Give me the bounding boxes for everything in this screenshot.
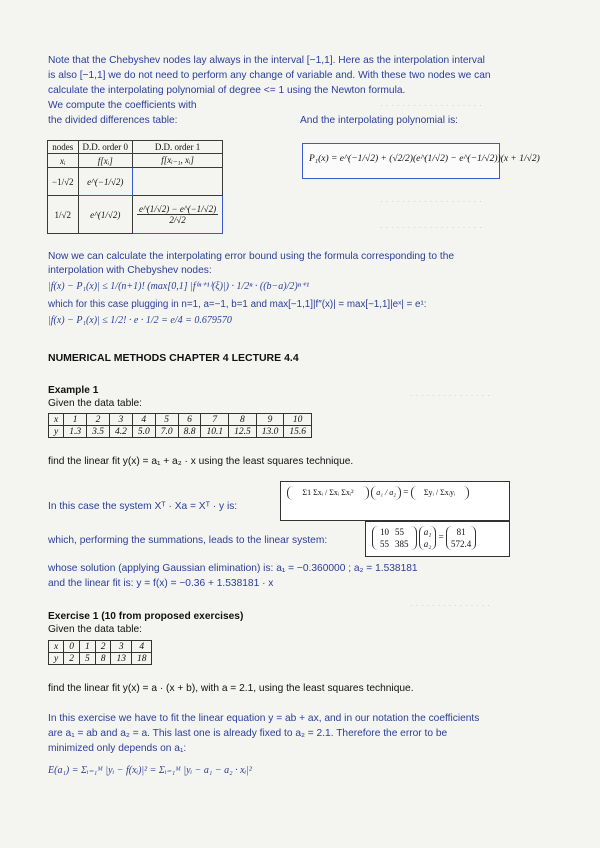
system-matrix <box>372 526 417 550</box>
normal-equations: Σ1 Σxᵢ / Σxᵢ Σxᵢ² a₁ / a₂ = Σyᵢ / Σxᵢyᵢ <box>287 486 469 500</box>
linear-system: 10 55 55 385 a₁ a₂ = 81 572.4 <box>372 526 476 550</box>
table-cell: 5 <box>79 653 95 665</box>
matrix-entry: 385 <box>395 539 409 549</box>
table-cell: 10 <box>284 414 312 426</box>
table-cell: 1 <box>79 641 95 653</box>
table-cell: 4 <box>131 641 152 653</box>
table-cell <box>133 196 223 234</box>
table-cell: 12.5 <box>229 426 257 438</box>
example-data-table <box>48 413 312 438</box>
paragraph-line: which for this case plugging in n=1, a=−1, b=1 and max[−1,1]|f″(x)| = max[−1,1]|eˣ| = e¹: <box>48 299 427 310</box>
system-description: In this case the system Xᵀ · Xa = Xᵀ · y is: <box>48 501 238 512</box>
bleed-through: · · · · · · · · · · · · · · · <box>410 390 490 400</box>
paragraph-line: the divided differences table: <box>48 115 178 126</box>
polynomial-formula: P₁(x) = e^(−1/√2) + (√2/2)(e^(1/√2) − e^(−1/√2))(x + 1/√2) <box>309 154 540 164</box>
table-cell: y <box>49 653 64 665</box>
table-cell: 7 <box>201 414 229 426</box>
paragraph-line: Now we can calculate the interpolating error bound using the formula corresponding to the <box>48 251 455 262</box>
table-cell: 13 <box>111 653 132 665</box>
paragraph-line: interpolation with Chebyshev nodes: <box>48 265 212 276</box>
linear-system-description: which, performing the summations, leads to the linear system: <box>48 535 328 546</box>
paragraph-line: minimized only depends on a₁: <box>48 743 187 754</box>
table-row <box>49 414 312 426</box>
table-cell: 1/√2 <box>48 196 79 234</box>
coefficient-vector: a₁ / a₂ <box>371 486 401 500</box>
exercise-find: find the linear fit y(x) = a · (x + b), with a = 2.1, using the least squares technique. <box>48 683 414 694</box>
table-cell: 8.8 <box>178 426 201 438</box>
vector-entry: a₂ <box>423 539 432 549</box>
sum-matrix: Σ1 Σxᵢ / Σxᵢ Σxᵢ² <box>287 486 369 500</box>
paragraph-line: We compute the coefficients with <box>48 100 197 111</box>
table-cell: x <box>49 414 64 426</box>
table-header: nodes <box>48 141 79 154</box>
table-cell: e^(1/√2) <box>78 196 133 234</box>
sum-vector: Σyᵢ / Σxᵢyᵢ <box>411 486 469 500</box>
error-bound-value: |f(x) − P₁(x)| ≤ 1/2! · e · 1/2 = e/4 = 0.679570 <box>48 315 232 326</box>
vector-entry: 81 <box>456 527 466 537</box>
table-cell: 2 <box>87 414 110 426</box>
paragraph-line: And the interpolating polynomial is: <box>300 115 459 126</box>
table-subheader: f[xᵢ₋₁, xᵢ] <box>133 154 223 168</box>
table-cell: 6 <box>178 414 201 426</box>
table-header: D.D. order 1 <box>133 141 223 154</box>
paragraph-line: is also [−1,1] we do not need to perform any change of variable and. With these two nodes we can <box>48 70 491 81</box>
error-bound-formula: |f(x) − P₁(x)| ≤ 1/(n+1)! (max[0,1] |f⁽ⁿ⁺¹⁾(ξ)|) · 1/2ⁿ · ((b−a)/2)ⁿ⁺¹ <box>48 281 310 292</box>
table-cell: 15.6 <box>284 426 312 438</box>
matrix-entry: 55 <box>380 539 389 549</box>
paragraph-line: calculate the interpolating polynomial of degree <= 1 using the Newton formula. <box>48 85 406 96</box>
exercise-data-table <box>48 640 152 665</box>
chapter-heading: NUMERICAL METHODS CHAPTER 4 LECTURE 4.4 <box>48 352 299 364</box>
divided-differences-table <box>47 140 223 234</box>
table-cell <box>133 168 223 196</box>
bleed-through: · · · · · · · · · · · · · · · · · · · <box>380 100 482 110</box>
table-cell: 3 <box>111 641 132 653</box>
rhs-vector <box>446 526 476 550</box>
exercise-given: Given the data table: <box>48 624 143 635</box>
unknowns-vector <box>419 526 437 550</box>
table-cell: x <box>49 641 64 653</box>
polynomial-box <box>302 143 540 179</box>
table-cell: 3 <box>109 414 132 426</box>
table-cell: 4.2 <box>109 426 132 438</box>
table-subheader: f[xᵢ] <box>78 154 133 168</box>
table-cell: 5.0 <box>132 426 155 438</box>
bleed-through: · · · · · · · · · · · · · · · · · · · <box>380 222 482 232</box>
bleed-through: · · · · · · · · · · · · · · · <box>410 600 490 610</box>
table-cell: 9 <box>256 414 284 426</box>
table-cell: 10.1 <box>201 426 229 438</box>
table-cell: 7.0 <box>155 426 178 438</box>
solution-line: and the linear fit is: y = f(x) = −0.36 + 1.538181 · x <box>48 578 274 589</box>
table-cell: 2 <box>95 641 111 653</box>
table-cell: 5 <box>155 414 178 426</box>
table-cell: 2 <box>64 653 80 665</box>
table-cell: y <box>49 426 64 438</box>
table-cell: −1/√2 <box>48 168 79 196</box>
table-cell: 8 <box>95 653 111 665</box>
table-cell: 1 <box>64 414 87 426</box>
table-row <box>49 426 312 438</box>
example-title: Example 1 <box>48 385 99 396</box>
bleed-through: · · · · · · · · · · · · · · · · · · · <box>380 196 482 206</box>
example-given: Given the data table: <box>48 398 143 409</box>
table-row <box>49 641 152 653</box>
table-cell: 4 <box>132 414 155 426</box>
fraction-numerator: e^(1/√2) − e^(−1/√2) <box>139 204 217 214</box>
vector-entry: a₁ <box>423 527 432 537</box>
table-cell: 13.0 <box>256 426 284 438</box>
table-cell: e^(−1/√2) <box>78 168 133 196</box>
linear-system-box <box>365 521 510 557</box>
example-find: find the linear fit y(x) = a₁ + a₂ · x using the least squares technique. <box>48 456 354 467</box>
table-cell: 8 <box>229 414 257 426</box>
fraction-denominator: 2/√2 <box>169 215 186 225</box>
matrix-entry: 10 <box>380 527 389 537</box>
table-cell: 0 <box>64 641 80 653</box>
paragraph-line: Note that the Chebyshev nodes lay always in the interval [−1,1]. Here as the interpolation interval <box>48 55 485 66</box>
table-cell: 18 <box>131 653 152 665</box>
paragraph-line: In this exercise we have to fit the linear equation y = ab + ax, and in our notation the coefficients <box>48 713 480 724</box>
table-subheader: xᵢ <box>48 154 79 168</box>
matrix-entry: 55 <box>395 527 404 537</box>
exercise-title: Exercise 1 (10 from proposed exercises) <box>48 611 244 622</box>
paragraph-line: are a₁ = ab and a₂ = a. This last one is already fixed to a₂ = 2.1. Therefore the error to be <box>48 728 448 739</box>
solution-line: whose solution (applying Gaussian elimination) is: a₁ = −0.360000 ; a₂ = 1.538181 <box>48 563 418 574</box>
table-cell: 3.5 <box>87 426 110 438</box>
table-row <box>49 653 152 665</box>
normal-equations-box <box>280 481 510 521</box>
table-header: D.D. order 0 <box>78 141 133 154</box>
table-cell: 1.3 <box>64 426 87 438</box>
error-function-formula: E(a₁) = Σᵢ₌₁ᴹ |yᵢ − f(xᵢ)|² = Σᵢ₌₁ᴹ |yᵢ − a₁ − a₂ · xᵢ|² <box>48 765 252 776</box>
vector-entry: 572.4 <box>450 539 472 549</box>
